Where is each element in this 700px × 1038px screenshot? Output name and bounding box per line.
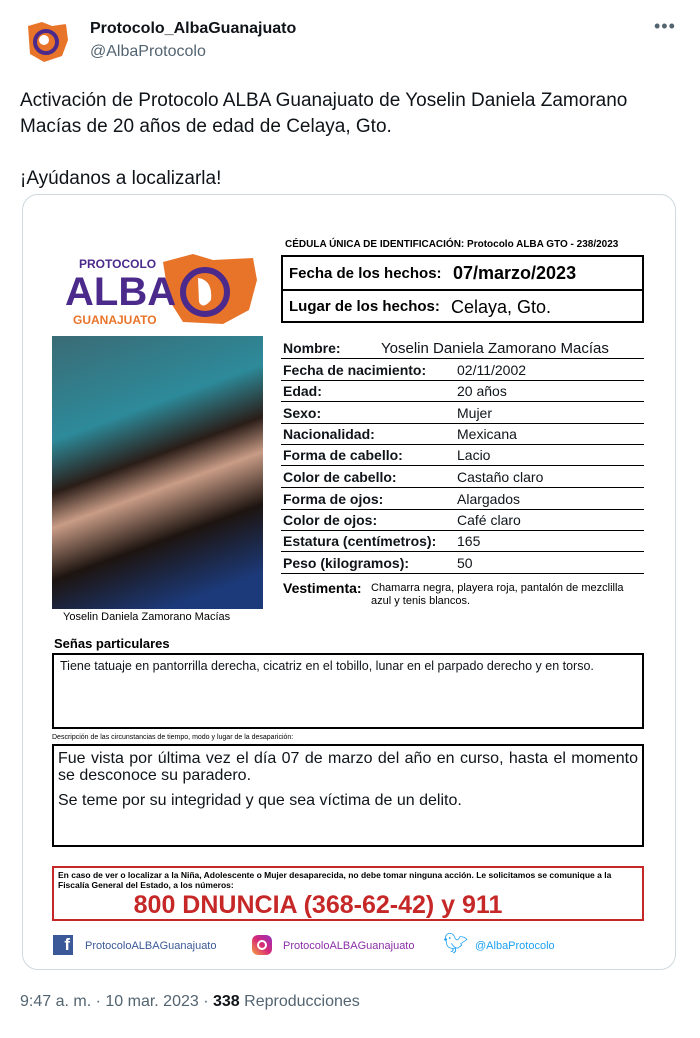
- field-row: [281, 445, 644, 466]
- field-value: 20 años: [457, 383, 507, 399]
- facebook-icon: f: [53, 935, 73, 955]
- ellipsis-icon[interactable]: •••: [654, 16, 676, 36]
- twitter-handle: @AlbaProtocolo: [475, 940, 555, 952]
- field-value: Mexicana: [457, 426, 517, 442]
- field-value: 02/11/2002: [457, 362, 527, 378]
- photo-caption: Yoselin Daniela Zamorano Macías: [63, 611, 231, 623]
- field-value: Lacio: [457, 447, 491, 463]
- display-name[interactable]: Protocolo_AlbaGuanajuato: [90, 20, 297, 37]
- field-value: Café claro: [457, 512, 521, 528]
- field-value: 50: [457, 555, 473, 571]
- desc-label: Descripción de las circunstancias de tiempo, modo y lugar de la desaparición:: [52, 734, 294, 741]
- field-label: Peso (kilogramos):: [283, 555, 410, 571]
- senas-box: Tiene tatuaje en pantorrilla derecha, cicatriz en el tobillo, lunar en el parpado derecho y en torso.: [52, 653, 644, 729]
- field-label: Color de cabello:: [283, 469, 397, 485]
- field-row: [281, 403, 644, 424]
- phone-number: 800 DNUNCIA (368-62-42) y 911: [133, 891, 503, 919]
- fecha-hechos-box: [281, 255, 644, 291]
- field-label: Forma de ojos:: [283, 491, 384, 507]
- logo-main: ALBA: [65, 270, 177, 314]
- field-row: [281, 553, 644, 574]
- field-row: [281, 381, 644, 402]
- field-row: [281, 467, 644, 488]
- field-row: [281, 531, 644, 552]
- tweet-text: [20, 88, 680, 192]
- field-row: [281, 510, 644, 531]
- field-value: 165: [457, 533, 481, 549]
- field-value: Mujer: [457, 405, 493, 421]
- facebook-handle: ProtocoloALBAGuanajuato: [85, 940, 217, 952]
- desc-paragraph: Fue vista por última vez el día 07 de marzo del año en curso, hasta el momento se desconoce su paradero.: [58, 750, 638, 784]
- poster-image[interactable]: [22, 194, 676, 970]
- field-label: Color de ojos:: [283, 512, 378, 528]
- handle[interactable]: @AlbaProtocolo: [90, 43, 206, 60]
- cedula-header: CÉDULA ÚNICA DE IDENTIFICACIÓN: Protocolo ALBA GTO - 238/2023: [285, 239, 619, 250]
- logo-top: PROTOCOLO: [79, 257, 157, 271]
- logo-sub: GUANAJUATO: [73, 313, 157, 327]
- alba-logo: [53, 250, 258, 330]
- vestimenta-label: Vestimenta:: [283, 580, 362, 596]
- tweet-text-line: Activación de Protocolo ALBA Guanajuato de Yoselin Daniela Zamorano Macías de 20 años de edad de Celaya, Gto.: [20, 90, 628, 137]
- twitter-icon: 🐦︎: [443, 933, 469, 955]
- field-label: Forma de cabello:: [283, 447, 403, 463]
- views-label: Reproducciones: [239, 993, 360, 1010]
- instagram-handle: ProtocoloALBAGuanajuato: [283, 940, 415, 952]
- field-label: Nacionalidad:: [283, 426, 375, 442]
- fecha-value: 07/marzo/2023: [453, 263, 577, 283]
- timestamp-text[interactable]: 9:47 a. m. · 10 mar. 2023 ·: [20, 993, 213, 1010]
- field-row: [281, 360, 644, 381]
- tweet-text-line: ¡Ayúdanos a localizarla!: [20, 168, 222, 189]
- lugar-value: Celaya, Gto.: [451, 297, 552, 317]
- field-row: [281, 424, 644, 445]
- timestamp[interactable]: [20, 992, 360, 1011]
- field-label: Edad:: [283, 383, 322, 399]
- avatar[interactable]: [22, 16, 72, 66]
- desc-box: [52, 744, 644, 847]
- field-value: Castaño claro: [457, 469, 544, 485]
- missing-person-photo: [52, 336, 263, 609]
- field-row: [281, 338, 644, 359]
- field-value: Alargados: [457, 491, 521, 507]
- alert-box: [52, 866, 644, 921]
- field-label: Nombre:: [283, 340, 341, 356]
- instagram-icon: [252, 935, 272, 955]
- fecha-label: Fecha de los hechos:: [289, 265, 442, 282]
- views-count: 338: [212, 993, 240, 1010]
- alert-text: En caso de ver o localizar a la Niña, Adolescente o Mujer desaparecida, no debe tomar ninguna acción. Le solicitamos se comunique a la Fiscalía General del Estado, a los números:: [58, 870, 612, 890]
- field-value: Yoselin Daniela Zamorano Macías: [381, 340, 609, 357]
- lugar-hechos-box: [281, 289, 644, 323]
- senas-label: Señas particulares: [54, 636, 170, 651]
- field-row: [281, 489, 644, 510]
- vestimenta-value: Chamarra negra, playera roja, pantalón de mezclilla azul y tenis blancos.: [371, 582, 624, 607]
- field-label: Fecha de nacimiento:: [283, 362, 427, 378]
- field-label: Sexo:: [283, 405, 322, 421]
- desc-paragraph: Se teme por su integridad y que sea víctima de un delito.: [58, 792, 462, 809]
- field-label: Estatura (centímetros):: [283, 533, 437, 549]
- lugar-label: Lugar de los hechos:: [289, 298, 440, 315]
